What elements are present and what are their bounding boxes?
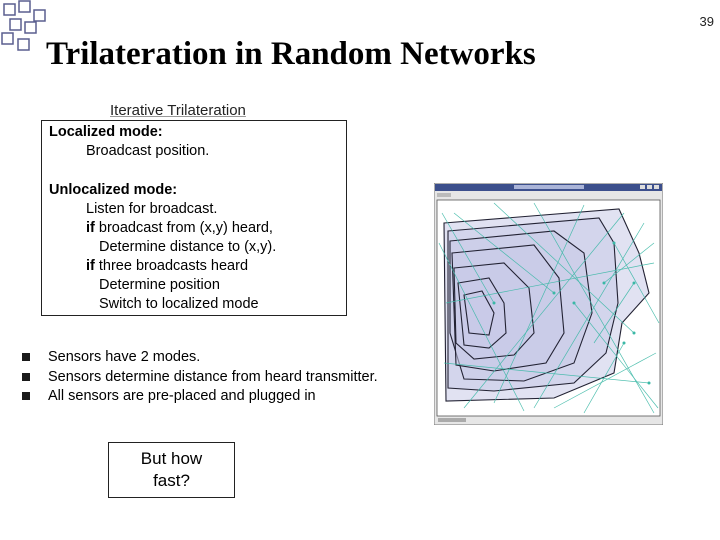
simulation-screenshot bbox=[434, 183, 663, 425]
slide-number: 39 bbox=[699, 14, 714, 29]
algorithm-line: Switch to localized mode bbox=[99, 296, 259, 312]
algorithm-line: Listen for broadcast. bbox=[86, 201, 218, 217]
bullet-list bbox=[22, 348, 378, 407]
bullet-item: Sensors determine distance from heard transmitter. bbox=[22, 368, 378, 388]
question-line: fast? bbox=[153, 471, 190, 490]
algorithm-line: Determine distance to (x,y). bbox=[99, 239, 277, 255]
algorithm-box bbox=[41, 120, 347, 316]
algorithm-heading: Iterative Trilateration bbox=[110, 102, 246, 119]
slide-title: Trilateration in Random Networks bbox=[46, 36, 536, 72]
question-box bbox=[108, 442, 235, 498]
algorithm-line: Localized mode: bbox=[49, 124, 163, 140]
bullet-item: All sensors are pre-placed and plugged in bbox=[22, 387, 378, 407]
algorithm-line: Unlocalized mode: bbox=[49, 182, 178, 198]
algorithm-line: Broadcast position. bbox=[86, 143, 210, 159]
bullet-item: Sensors have 2 modes. bbox=[22, 348, 378, 368]
algorithm-line: Determine position bbox=[99, 277, 220, 293]
algorithm-line: if three broadcasts heard bbox=[86, 258, 249, 274]
question-line: But how bbox=[140, 449, 203, 468]
algorithm-line: if broadcast from (x,y) heard, bbox=[86, 220, 273, 236]
